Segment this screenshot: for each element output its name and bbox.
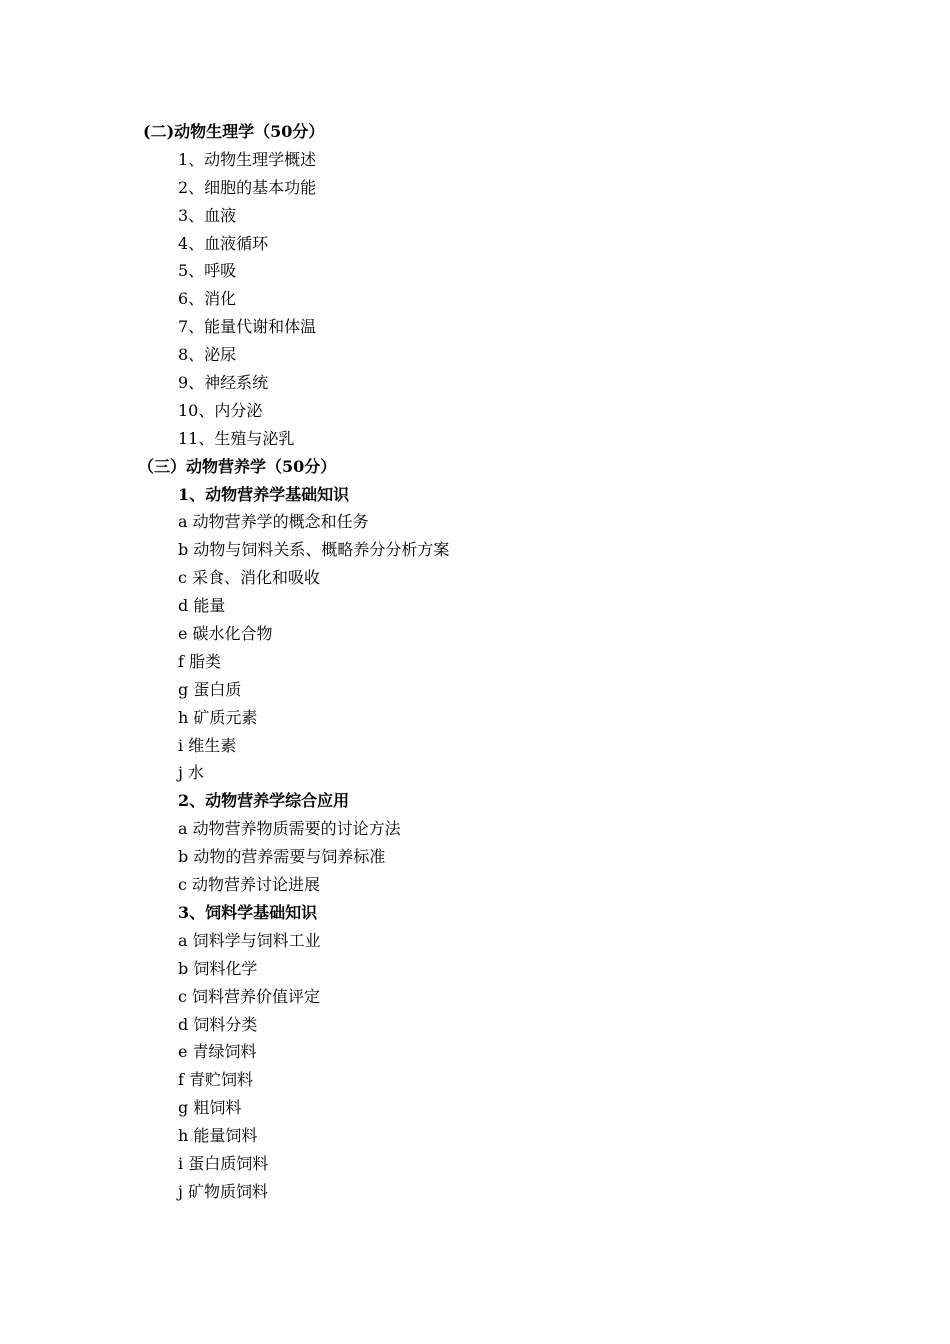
list-item: a 动物营养物质需要的讨论方法 (178, 819, 401, 839)
list-item: b 动物的营养需要与饲养标准 (178, 847, 386, 867)
list-item: 2、细胞的基本功能 (178, 177, 317, 197)
list-item: 6、消化 (178, 289, 237, 309)
list-item: 5、呼吸 (178, 261, 237, 281)
list-item: 8、泌尿 (178, 345, 237, 365)
list-item: c 动物营养讨论进展 (178, 875, 321, 895)
list-item: d 能量 (178, 596, 226, 616)
subsection-heading-feed-basics: 3、饲料学基础知识 (178, 902, 318, 922)
list-item: i 维生素 (178, 735, 237, 755)
list-item: b 饲料化学 (178, 958, 258, 978)
list-item: 10、内分泌 (178, 400, 263, 420)
section-heading-animal-nutrition: （三）动物营养学（50分） (138, 456, 337, 476)
list-item: f 青贮饲料 (178, 1070, 254, 1090)
list-item: a 动物营养学的概念和任务 (178, 512, 369, 532)
list-item: 11、生殖与泌乳 (178, 428, 295, 448)
document-page (0, 118, 950, 1206)
list-item: h 矿质元素 (178, 707, 258, 727)
list-item: e 碳水化合物 (178, 624, 273, 644)
subsection-heading-nutrition-basics: 1、动物营养学基础知识 (178, 484, 350, 504)
list-item: 4、血液循环 (178, 233, 269, 253)
list-item: e 青绿饲料 (178, 1042, 257, 1062)
list-item: b 动物与饲料关系、概略养分分析方案 (178, 540, 450, 560)
list-item: 3、血液 (178, 205, 237, 225)
section-heading-animal-physiology: (二)动物生理学（50分） (143, 122, 325, 141)
list-item: h 能量饲料 (178, 1126, 258, 1146)
list-item: f 脂类 (178, 651, 222, 671)
list-item: g 粗饲料 (178, 1098, 242, 1118)
list-item: 7、能量代谢和体温 (178, 317, 317, 337)
list-item: a 饲料学与饲料工业 (178, 930, 321, 950)
list-item: c 饲料营养价值评定 (178, 986, 321, 1006)
list-item: j 矿物质饲料 (178, 1181, 269, 1201)
subsection-heading-nutrition-application: 2、动物营养学综合应用 (178, 791, 350, 811)
list-item: d 饲料分类 (178, 1014, 258, 1034)
list-item: 1、动物生理学概述 (178, 149, 317, 169)
list-item: 9、神经系统 (178, 373, 269, 393)
list-item: j 水 (178, 763, 205, 783)
list-item: g 蛋白质 (178, 679, 242, 699)
list-item: c 采食、消化和吸收 (178, 568, 321, 588)
list-item: i 蛋白质饲料 (178, 1153, 269, 1173)
